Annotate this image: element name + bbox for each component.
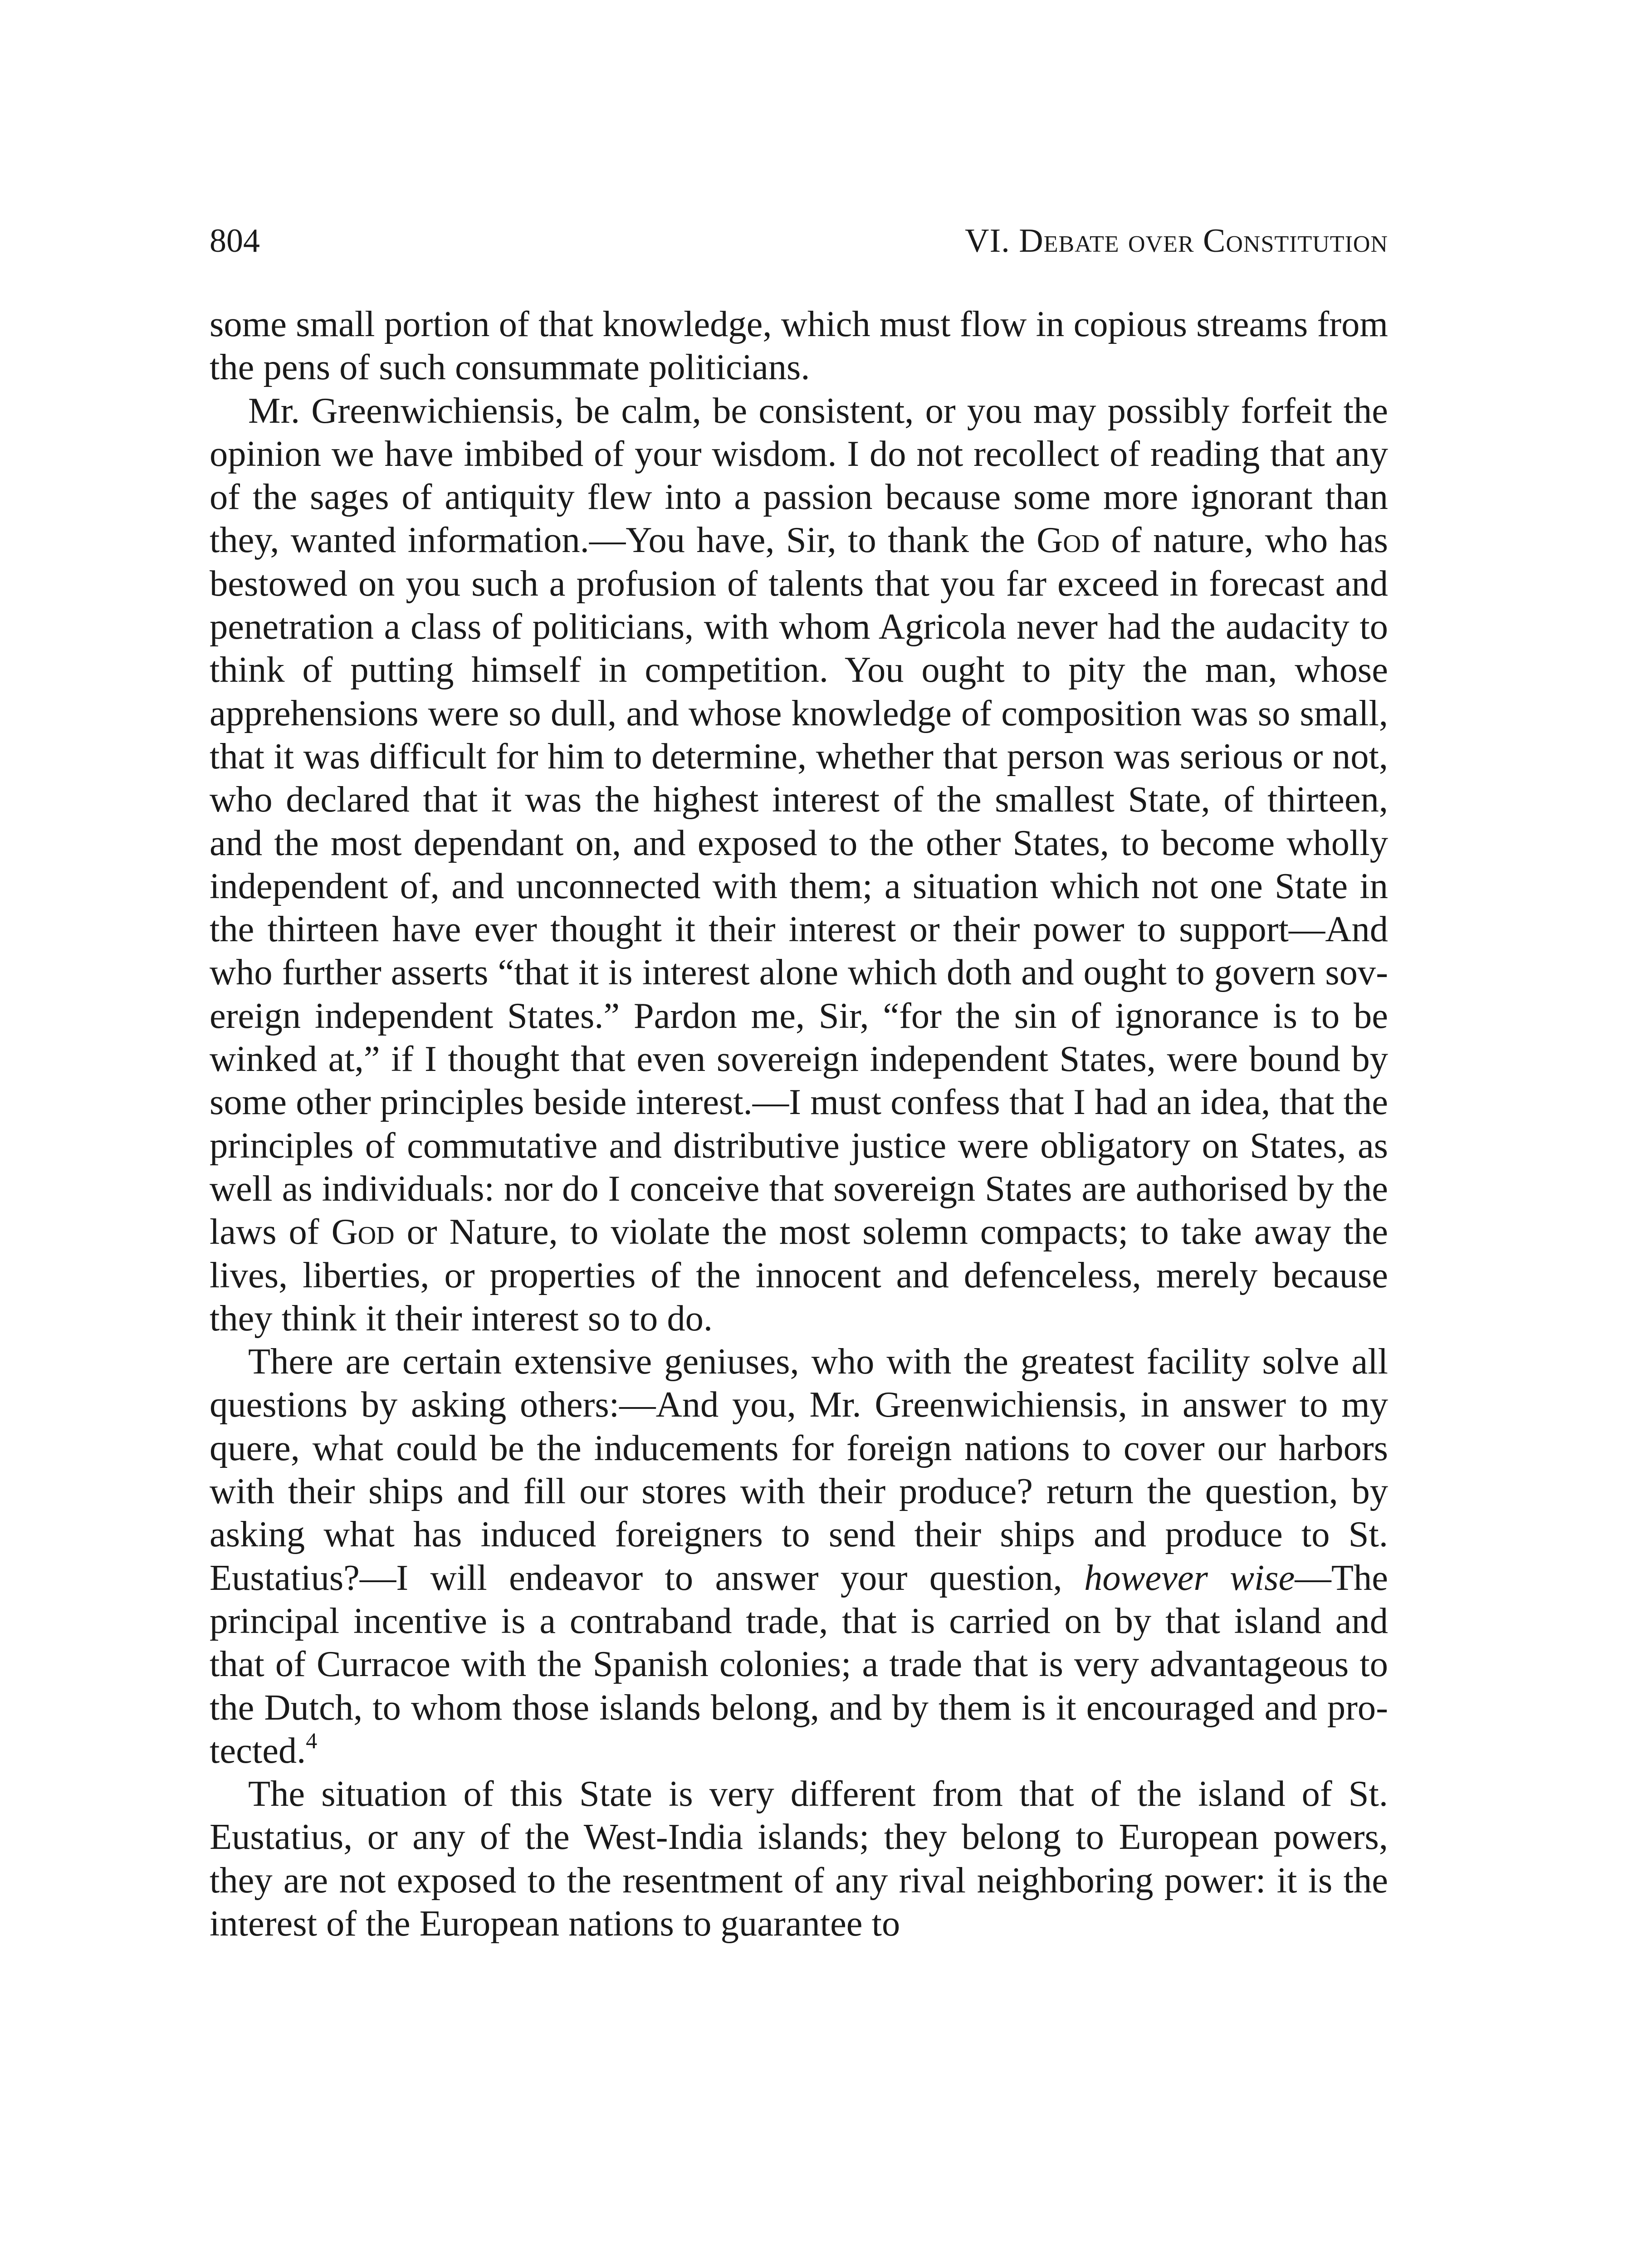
paragraph-text: of nature, who has bestowed on you such a profusion of talents that you far exceed in forecast and penetration a class of politicians, with whom Agricola never had the audacity to think of putting himself in competition. You ought to pity the man, whose apprehensions were so dull, and whose knowledge of composition was so small, that it was difficult for him to determine, whether that person was serious or not, who declared that it was the highest interest of the smallest State, of thirteen, and the most dependant on, and exposed to the other States, to become wholly independent of, and unconnected with them; a situation which not one State in the thirteen have ever thought it their interest or their power to support—And who further asserts “that it is interest alone which doth and ought to govern sovereign independent States.” Pardon me, Sir, “for the sin of ignorance is to be winked at,” if I thought that even sovereign independent States, were bound by some other principles beside interest.—I must confess that I had an idea, that the principles of commutative and distributive justice were obligatory on States, as well as individuals: nor do I conceive that sovereign States are authorised by the laws of xyxy=(210,520,1388,1252)
small-caps-word: God xyxy=(1037,520,1100,561)
section-title-text: Debate over Constitution xyxy=(1019,222,1388,259)
paragraph-text: The situation of this State is very different from that of the island of St. Eustatius, or any of the West-India islands; they belong to European powers, they are not exposed to the resentment of any rival neighboring power: it is the interest of the European nations to guarantee to xyxy=(210,1774,1388,1944)
body-text xyxy=(210,303,1388,1945)
footnote-reference[interactable]: 4 xyxy=(306,1727,318,1753)
paragraph-text: —The principal incentive is a contraband trade, that is carried on by that island and that of Curracoe with the Spanish colonies; a trade that is very advantageous to the Dutch, to whom those islands belong, and by them is it encouraged and protected. xyxy=(210,1557,1389,1771)
paragraph xyxy=(210,1772,1388,1945)
small-caps-word: God xyxy=(331,1212,395,1252)
paragraph xyxy=(210,1340,1388,1772)
italic-phrase: however wise xyxy=(1084,1557,1295,1598)
paragraph-text: Mr. Greenwichiensis, be calm, be consistent, or you may possibly forfeit the opinion we have imbibed of your wisdom. I do not recollect of reading that any of the sages of antiquity flew into a passion because some more ignorant than they, wanted information.—You have, Sir, to thank the xyxy=(210,390,1388,561)
paragraph-text: some small portion of that knowledge, which must flow in copious streams from the pens of such consummate politicians. xyxy=(210,304,1388,388)
section-title xyxy=(965,220,1388,261)
paragraph-text: or Nature, to violate the most solemn compacts; to take away the lives, liberties, or properties of the innocent and defenceless, merely because they think it their interest so to do. xyxy=(210,1212,1388,1339)
paragraph xyxy=(210,389,1388,1340)
running-head xyxy=(210,220,1388,261)
paragraph-continued xyxy=(210,303,1388,389)
section-numeral: VI. xyxy=(965,222,1019,259)
page-number: 804 xyxy=(210,222,260,259)
paragraph-text: There are certain extensive geniuses, who with the greatest facility solve all questions by asking others:—And you, Mr. Greenwichiensis, in answer to my quere, what could be the inducements for foreign nations to cover our harbors with their ships and fill our stores with their produce? return the question, by asking what has induced foreigners to send their ships and produce to St. Eustatius?—I will endeavor to answer your question, xyxy=(210,1341,1388,1598)
